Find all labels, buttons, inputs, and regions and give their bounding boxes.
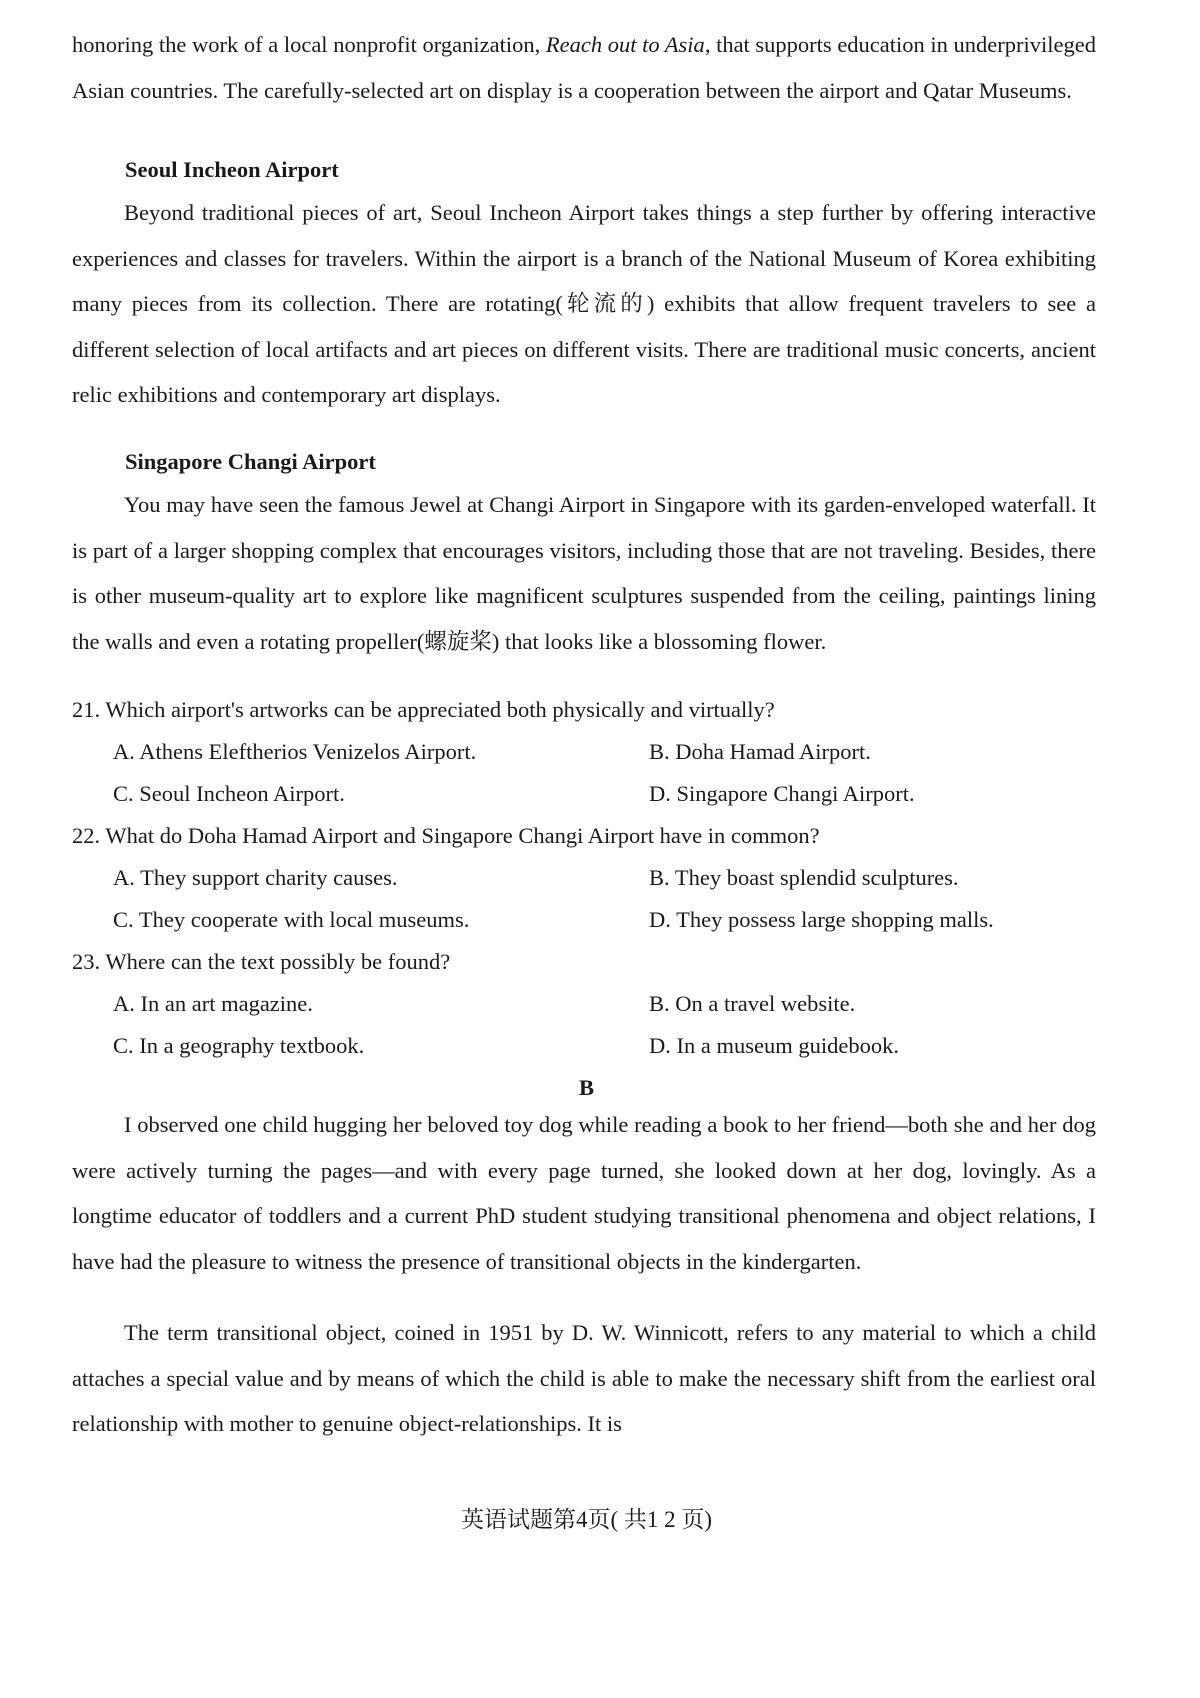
section-text-singapore: You may have seen the famous Jewel at Changi Airport in Singapore with its garden-enveloped waterfall. It is part of a larger shopping complex that encourages visitors, including those that are not traveling. Besides, there is other museum-quality art to explore like magnificent sculptures suspended from the ceiling, paintings lining the walls and even a rotating propeller(螺旋桨) that looks like a blossoming flower.	[72, 492, 1096, 654]
question-23-option-a: A. In an art magazine.	[113, 991, 313, 1016]
question-21-stem: 21. Which airport's artworks can be appreciated both physically and virtually?	[72, 697, 775, 722]
question-23-option-c: C. In a geography textbook.	[113, 1033, 365, 1058]
passage-b-letter: B	[578, 1075, 594, 1100]
section-heading-singapore: Singapore Changi Airport	[125, 449, 376, 474]
question-23-option-b: B. On a travel website.	[649, 991, 856, 1016]
question-22-stem: 22. What do Doha Hamad Airport and Singapore Changi Airport have in common?	[72, 823, 820, 848]
organization-name: Reach out to Asia	[545, 32, 705, 57]
page-footer: 英语试题第4页( 共1 2 页)	[460, 1507, 713, 1532]
intro-text-before: honoring the work of a local nonprofit organization,	[72, 32, 546, 57]
question-21-option-c: C. Seoul Incheon Airport.	[113, 781, 345, 806]
question-21-option-d: D. Singapore Changi Airport.	[649, 781, 915, 806]
question-23-stem: 23. Where can the text possibly be found?	[72, 949, 451, 974]
section-text-seoul: Beyond traditional pieces of art, Seoul Incheon Airport takes things a step further by offering interactive experiences and classes for travelers. Within the airport is a branch of the National Museum of Korea exhibiting many pieces from its collection. There are rotating(轮流的) exhibits that allow frequent travelers to see a different selection of local artifacts and art pieces on different visits. There are traditional music concerts, ancient relic exhibitions and contemporary art displays.	[72, 200, 1096, 407]
question-22-option-b: B. They boast splendid sculptures.	[649, 865, 959, 890]
question-22-option-c: C. They cooperate with local museums.	[113, 907, 470, 932]
passage-b-paragraph-2: The term transitional object, coined in 1951 by D. W. Winnicott, refers to any material to which a child attaches a special value and by means of which the child is able to make the necessary shift from the earliest oral relationship with mother to genuine object-relationships. It is	[72, 1320, 1096, 1436]
passage-b-paragraph-1: I observed one child hugging her beloved toy dog while reading a book to her friend—both she and her dog were actively turning the pages—and with every page turned, she looked down at her dog, lovingly. As a longtime educator of toddlers and a current PhD student studying transitional phenomena and object relations, I have had the pleasure to witness the presence of transitional objects in the kindergarten.	[72, 1112, 1096, 1274]
question-21-option-b: B. Doha Hamad Airport.	[649, 739, 871, 764]
intro-text-after: , that supports education in underprivileged Asian countries. The carefully-selected art on display is a cooperation between the airport and Qatar Museums.	[72, 32, 1096, 103]
question-22-option-d: D. They possess large shopping malls.	[649, 907, 994, 932]
intro-paragraph	[72, 22, 1096, 113]
section-heading-seoul: Seoul Incheon Airport	[125, 157, 339, 182]
question-22-option-a: A. They support charity causes.	[113, 865, 398, 890]
question-23-option-d: D. In a museum guidebook.	[649, 1033, 899, 1058]
question-21-option-a: A. Athens Eleftherios Venizelos Airport.	[113, 739, 477, 764]
